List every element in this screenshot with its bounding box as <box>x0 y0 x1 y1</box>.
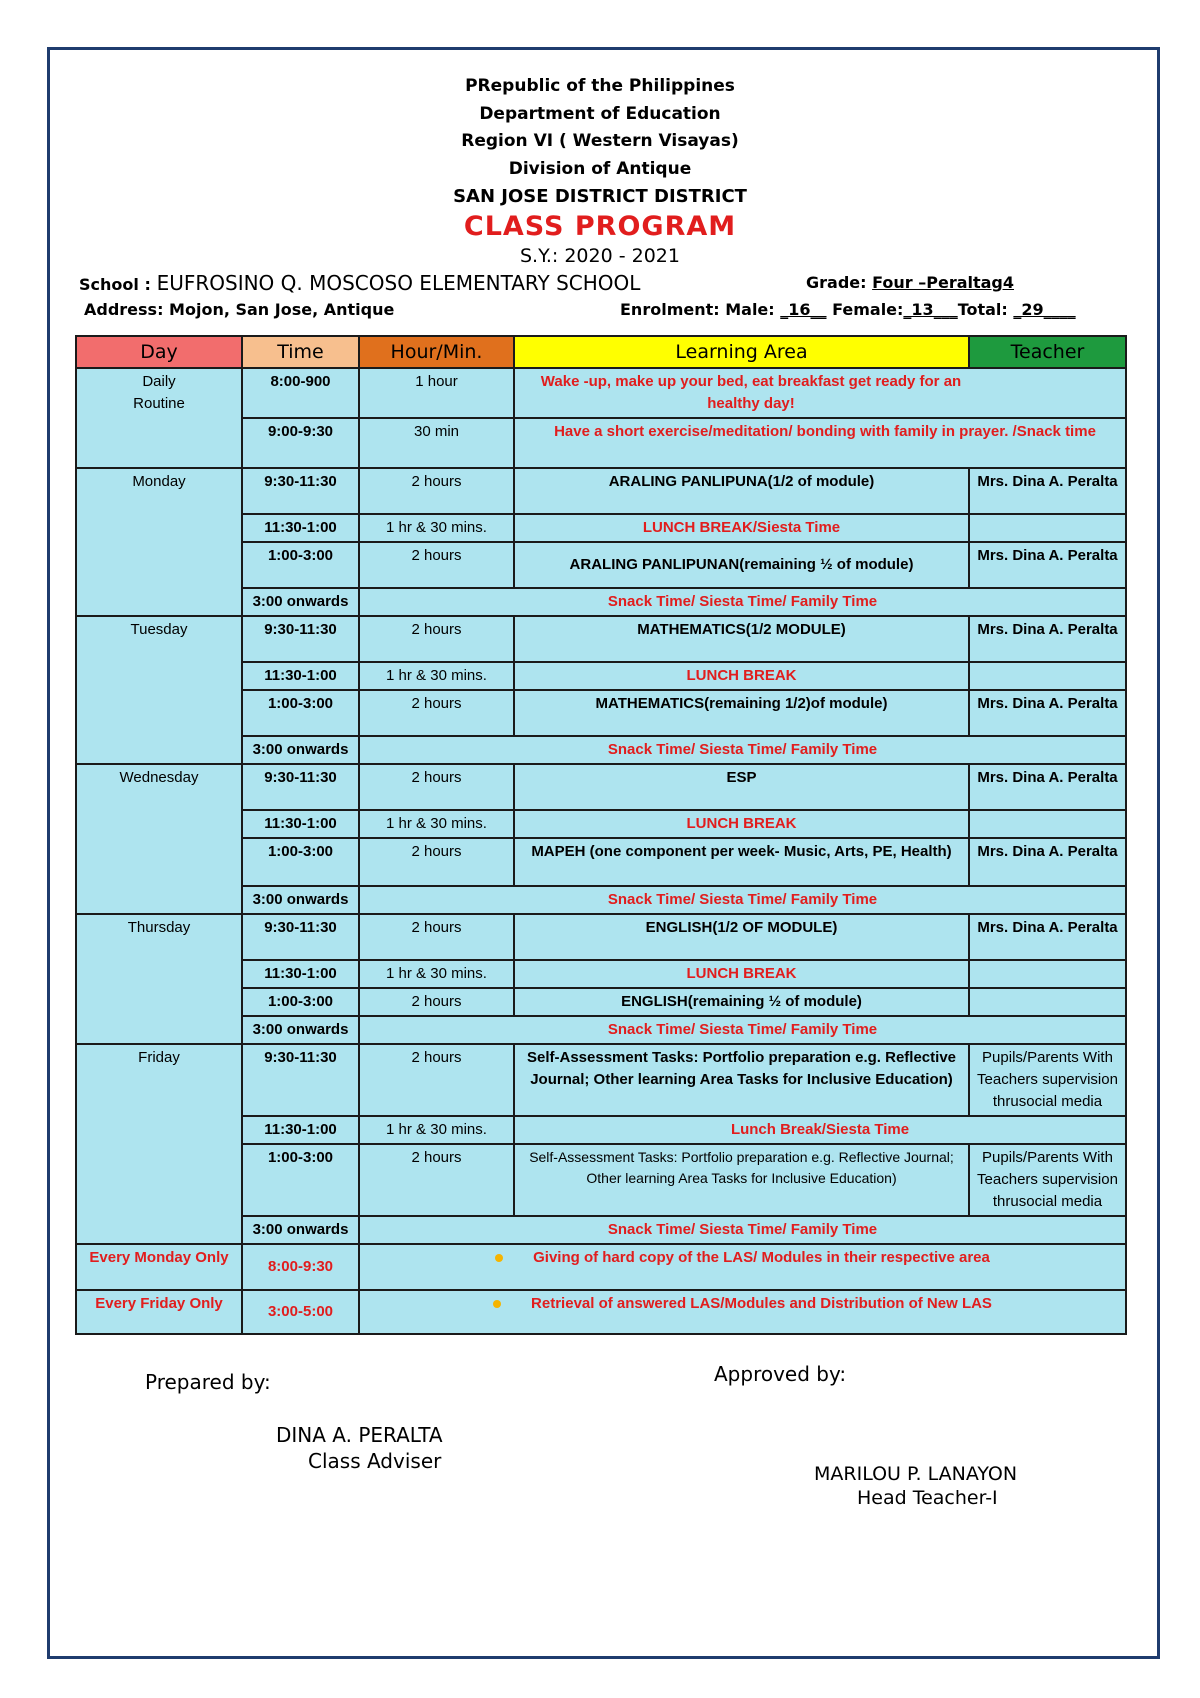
grade-value: Four –Peraltag4 <box>872 273 1015 292</box>
time-cell: 11:30-1:00 <box>242 662 359 690</box>
day-cell: Wednesday <box>76 764 242 914</box>
table-row <box>76 616 1126 662</box>
address: Address: Mojon, San Jose, Antique <box>84 300 395 319</box>
time-cell: 3:00 onwards <box>242 588 359 616</box>
time-cell: 9:00-9:30 <box>242 418 359 468</box>
hour-cell: 2 hours <box>359 838 514 886</box>
male-count: _16__ <box>780 300 827 319</box>
teacher-cell <box>969 960 1126 988</box>
school-info <box>79 271 640 295</box>
hour-cell: 2 hours <box>359 988 514 1016</box>
schedule-table <box>75 335 1127 1335</box>
teacher-cell <box>969 662 1126 690</box>
learning-area-cell: Snack Time/ Siesta Time/ Family Time <box>359 1016 1126 1044</box>
time-cell: 1:00-3:00 <box>242 1144 359 1216</box>
col-hour: Hour/Min. <box>359 336 514 368</box>
time-cell: 1:00-3:00 <box>242 690 359 736</box>
hour-cell: 2 hours <box>359 690 514 736</box>
learning-area-cell: Snack Time/ Siesta Time/ Family Time <box>359 588 1126 616</box>
page-title: CLASS PROGRAM <box>463 211 737 242</box>
bullet-text: Retrieval of answered LAS/Modules and Distribution of New LAS <box>531 1295 992 1312</box>
learning-area-cell: LUNCH BREAK <box>514 810 969 838</box>
col-learning-area: Learning Area <box>514 336 969 368</box>
hour-cell: 1 hr & 30 mins. <box>359 662 514 690</box>
table-row <box>76 1290 1126 1334</box>
table-row <box>76 1244 1126 1290</box>
header-republic: PRepublic of the Philippines <box>465 76 735 96</box>
table-row <box>76 764 1126 810</box>
learning-area-cell: Have a short exercise/meditation/ bonding with family in prayer. /Snack time <box>514 418 1126 468</box>
teacher-cell: Pupils/Parents With Teachers supervision thrusocial media <box>969 1044 1126 1116</box>
header-division: Division of Antique <box>508 159 692 179</box>
learning-area-cell: ESP <box>514 764 969 810</box>
time-cell: 3:00 onwards <box>242 1016 359 1044</box>
prepared-by-role: Class Adviser <box>308 1449 442 1473</box>
female-label: Female: <box>826 300 904 319</box>
day-cell: Friday <box>76 1044 242 1244</box>
time-cell: 3:00 onwards <box>242 736 359 764</box>
teacher-cell: Mrs. Dina A. Peralta <box>969 838 1126 886</box>
day-cell: Every Monday Only <box>76 1244 242 1290</box>
learning-area-cell: Self-Assessment Tasks: Portfolio preparation e.g. Reflective Journal; Other learning Area Tasks for Inclusive Education) <box>514 1044 969 1116</box>
hour-cell: 2 hours <box>359 542 514 588</box>
time-cell: 9:30-11:30 <box>242 1044 359 1116</box>
teacher-cell: Pupils/Parents With Teachers supervision thrusocial media <box>969 1144 1126 1216</box>
day-cell: Every Friday Only <box>76 1290 242 1334</box>
enrolment <box>620 300 1076 319</box>
day-cell: Thursday <box>76 914 242 1044</box>
time-cell: 3:00-5:00 <box>242 1290 359 1334</box>
total-count: _29____ <box>1013 300 1076 319</box>
teacher-cell <box>969 810 1126 838</box>
learning-area-cell: Self-Assessment Tasks: Portfolio preparation e.g. Reflective Journal; Other learning Area Tasks for Inclusive Education) <box>514 1144 969 1216</box>
table-row <box>76 368 1126 418</box>
learning-area-cell: MAPEH (one component per week- Music, Arts, PE, Health) <box>514 838 969 886</box>
grade-label: Grade: <box>806 273 867 292</box>
table-row <box>76 914 1126 960</box>
time-cell: 9:30-11:30 <box>242 764 359 810</box>
time-cell: 1:00-3:00 <box>242 542 359 588</box>
day-cell: Monday <box>76 468 242 616</box>
time-cell: 3:00 onwards <box>242 886 359 914</box>
teacher-cell: Mrs. Dina A. Peralta <box>969 468 1126 514</box>
hour-cell: 1 hour <box>359 368 514 418</box>
learning-area-cell: ENGLISH(1/2 OF MODULE) <box>514 914 969 960</box>
time-cell: 11:30-1:00 <box>242 960 359 988</box>
teacher-cell: Mrs. Dina A. Peralta <box>969 616 1126 662</box>
grade-info <box>806 273 1014 292</box>
bullet-icon <box>493 1300 501 1308</box>
time-cell: 1:00-3:00 <box>242 988 359 1016</box>
time-cell: 11:30-1:00 <box>242 1116 359 1144</box>
teacher-cell: Mrs. Dina A. Peralta <box>969 542 1126 588</box>
hour-cell: 1 hr & 30 mins. <box>359 810 514 838</box>
learning-area-cell: Wake -up, make up your bed, eat breakfast get ready for an healthy day! <box>514 368 1126 418</box>
female-count: _13___ <box>903 300 958 319</box>
school-year: S.Y.: 2020 - 2021 <box>520 245 680 267</box>
hour-cell: 2 hours <box>359 468 514 514</box>
teacher-cell: Mrs. Dina A. Peralta <box>969 690 1126 736</box>
learning-area-cell: LUNCH BREAK <box>514 662 969 690</box>
teacher-cell <box>969 988 1126 1016</box>
time-cell: 8:00-9:30 <box>242 1244 359 1290</box>
time-cell: 3:00 onwards <box>242 1216 359 1244</box>
table-header-row <box>76 336 1126 368</box>
time-cell: 9:30-11:30 <box>242 616 359 662</box>
enrolment-label: Enrolment: Male: <box>620 300 781 319</box>
teacher-cell: Mrs. Dina A. Peralta <box>969 914 1126 960</box>
hour-cell: 2 hours <box>359 1044 514 1116</box>
table-row <box>76 468 1126 514</box>
day-cell: Tuesday <box>76 616 242 764</box>
time-cell: 8:00-900 <box>242 368 359 418</box>
learning-area-cell: ARALING PANLIPUNAN(remaining ½ of module) <box>514 542 969 588</box>
prepared-by-label: Prepared by: <box>145 1370 271 1394</box>
teacher-cell: Mrs. Dina A. Peralta <box>969 764 1126 810</box>
header-department: Department of Education <box>479 104 721 124</box>
approved-by-role: Head Teacher-I <box>857 1487 998 1509</box>
col-time: Time <box>242 336 359 368</box>
learning-area-cell <box>359 1290 1126 1334</box>
learning-area-cell: LUNCH BREAK <box>514 960 969 988</box>
school-name: EUFROSINO Q. MOSCOSO ELEMENTARY SCHOOL <box>156 271 641 295</box>
col-teacher: Teacher <box>969 336 1126 368</box>
learning-area-cell: Snack Time/ Siesta Time/ Family Time <box>359 1216 1126 1244</box>
hour-cell: 2 hours <box>359 764 514 810</box>
bullet-icon <box>495 1254 503 1262</box>
time-cell: 11:30-1:00 <box>242 810 359 838</box>
time-cell: 9:30-11:30 <box>242 468 359 514</box>
learning-area-cell: MATHEMATICS(remaining 1/2)of module) <box>514 690 969 736</box>
bullet-text: Giving of hard copy of the LAS/ Modules in their respective area <box>533 1249 990 1266</box>
learning-area-cell: LUNCH BREAK/Siesta Time <box>514 514 969 542</box>
approved-by-name: MARILOU P. LANAYON <box>814 1463 1018 1485</box>
table-row <box>76 1044 1126 1116</box>
header-district: SAN JOSE DISTRICT DISTRICT <box>453 186 747 207</box>
learning-area-cell: ARALING PANLIPUNA(1/2 of module) <box>514 468 969 514</box>
school-label: School : <box>79 275 151 294</box>
hour-cell: 2 hours <box>359 1144 514 1216</box>
time-cell: 1:00-3:00 <box>242 838 359 886</box>
hour-cell: 2 hours <box>359 914 514 960</box>
learning-area-cell: Snack Time/ Siesta Time/ Family Time <box>359 736 1126 764</box>
learning-area-cell <box>359 1244 1126 1290</box>
teacher-cell <box>969 514 1126 542</box>
hour-cell: 1 hr & 30 mins. <box>359 1116 514 1144</box>
hour-cell: 1 hr & 30 mins. <box>359 960 514 988</box>
time-cell: 9:30-11:30 <box>242 914 359 960</box>
learning-area-cell: Lunch Break/Siesta Time <box>514 1116 1126 1144</box>
hour-cell: 2 hours <box>359 616 514 662</box>
prepared-by-name: DINA A. PERALTA <box>276 1423 443 1447</box>
hour-cell: 30 min <box>359 418 514 468</box>
learning-area-cell: MATHEMATICS(1/2 MODULE) <box>514 616 969 662</box>
learning-area-cell: Snack Time/ Siesta Time/ Family Time <box>359 886 1126 914</box>
hour-cell: 1 hr & 30 mins. <box>359 514 514 542</box>
header-region: Region VI ( Western Visayas) <box>461 131 739 151</box>
learning-area-cell: ENGLISH(remaining ½ of module) <box>514 988 969 1016</box>
col-day: Day <box>76 336 242 368</box>
approved-by-label: Approved by: <box>714 1362 847 1386</box>
day-cell: Daily Routine <box>76 368 242 468</box>
total-label: Total: <box>957 300 1014 319</box>
time-cell: 11:30-1:00 <box>242 514 359 542</box>
